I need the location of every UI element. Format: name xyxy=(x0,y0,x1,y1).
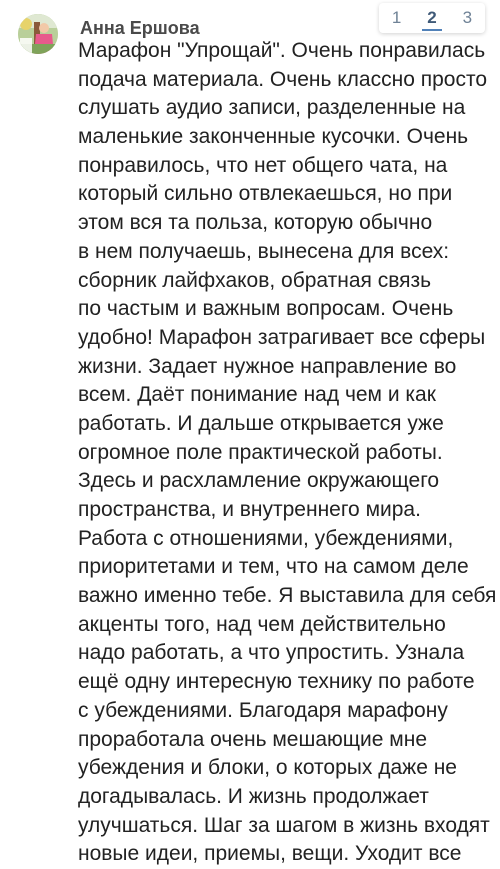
comment-text-line: подача материала. Очень классно просто xyxy=(78,67,488,91)
comment-text-line: слушать аудио записи, разделенные на xyxy=(78,96,466,120)
comment-text-line: который сильно отвлекаешься, но при xyxy=(78,182,453,206)
comment-text-line: в нем получаешь, вынесена для всех: xyxy=(78,239,450,263)
avatar[interactable] xyxy=(18,14,58,54)
comment-text-line: Работа с отношениями, убеждениями, xyxy=(78,526,454,550)
comment-text-line: по частым и важным вопросам. Очень xyxy=(78,297,454,321)
comment-text-line: маленькие законченные кусочки. Очень xyxy=(78,125,469,149)
comment-text xyxy=(78,37,496,869)
comment-text-line: всем. Даёт понимание над чем и как xyxy=(78,383,436,407)
comment-text-line: новые идеи, приемы, вещи. Уходит все xyxy=(78,842,462,866)
comment-text-line: важно именно тебе. Я выставила для себя xyxy=(78,584,497,608)
avatar-image xyxy=(18,14,58,54)
comment-text-line: сборник лайфхаков, обратная связь xyxy=(78,268,432,292)
page-3-button[interactable]: 3 xyxy=(462,8,473,27)
comment-text-line: удобно! Марафон затрагивает все сферы xyxy=(78,325,486,349)
comment-text-line: надо работать, а что упростить. Узнала xyxy=(78,641,465,665)
comment-text-line: жизни. Задает нужное направление во xyxy=(78,354,457,378)
comment-text-line: убеждения и блоки, о которых даже не xyxy=(78,756,457,780)
page-2-button[interactable]: 2 xyxy=(419,4,445,32)
comment-text-line: этом вся та польза, которую обычно xyxy=(78,211,433,235)
comment-text-line: акценты того, над чем действительно xyxy=(78,612,446,636)
comment-text-line: догадывалась. И жизнь продолжает xyxy=(78,784,429,808)
comment-text-line: пространства, и внутреннего мира. xyxy=(78,498,421,521)
comment-text-line: работать. И дальше открывается уже xyxy=(78,411,444,435)
comment-text-line: приоритетами и тем, что на самом деле xyxy=(78,555,469,579)
author-name[interactable]: Анна Ершова xyxy=(80,18,200,38)
comment-text-line: проработала очень мешающие мне xyxy=(78,727,428,751)
comment-text-line: понравилось, что нет общего чата, на xyxy=(78,153,448,177)
comment-text-line: Здесь и расхламление окружающего xyxy=(78,469,440,493)
comment-text-line: улучшаться. Шаг за шагом в жизнь входят xyxy=(78,813,490,837)
comment-text-line: Марафон "Упрощай". Очень понравилась xyxy=(78,39,486,62)
page-1-button[interactable]: 1 xyxy=(391,8,402,27)
pagination xyxy=(379,3,485,33)
comment-text-line: огромное поле практической работы. xyxy=(78,440,443,464)
comment-text-line: с убеждениями. Благодаря марафону xyxy=(78,698,448,722)
comment-text-line: ещё одну интересную технику по работе xyxy=(78,670,475,694)
